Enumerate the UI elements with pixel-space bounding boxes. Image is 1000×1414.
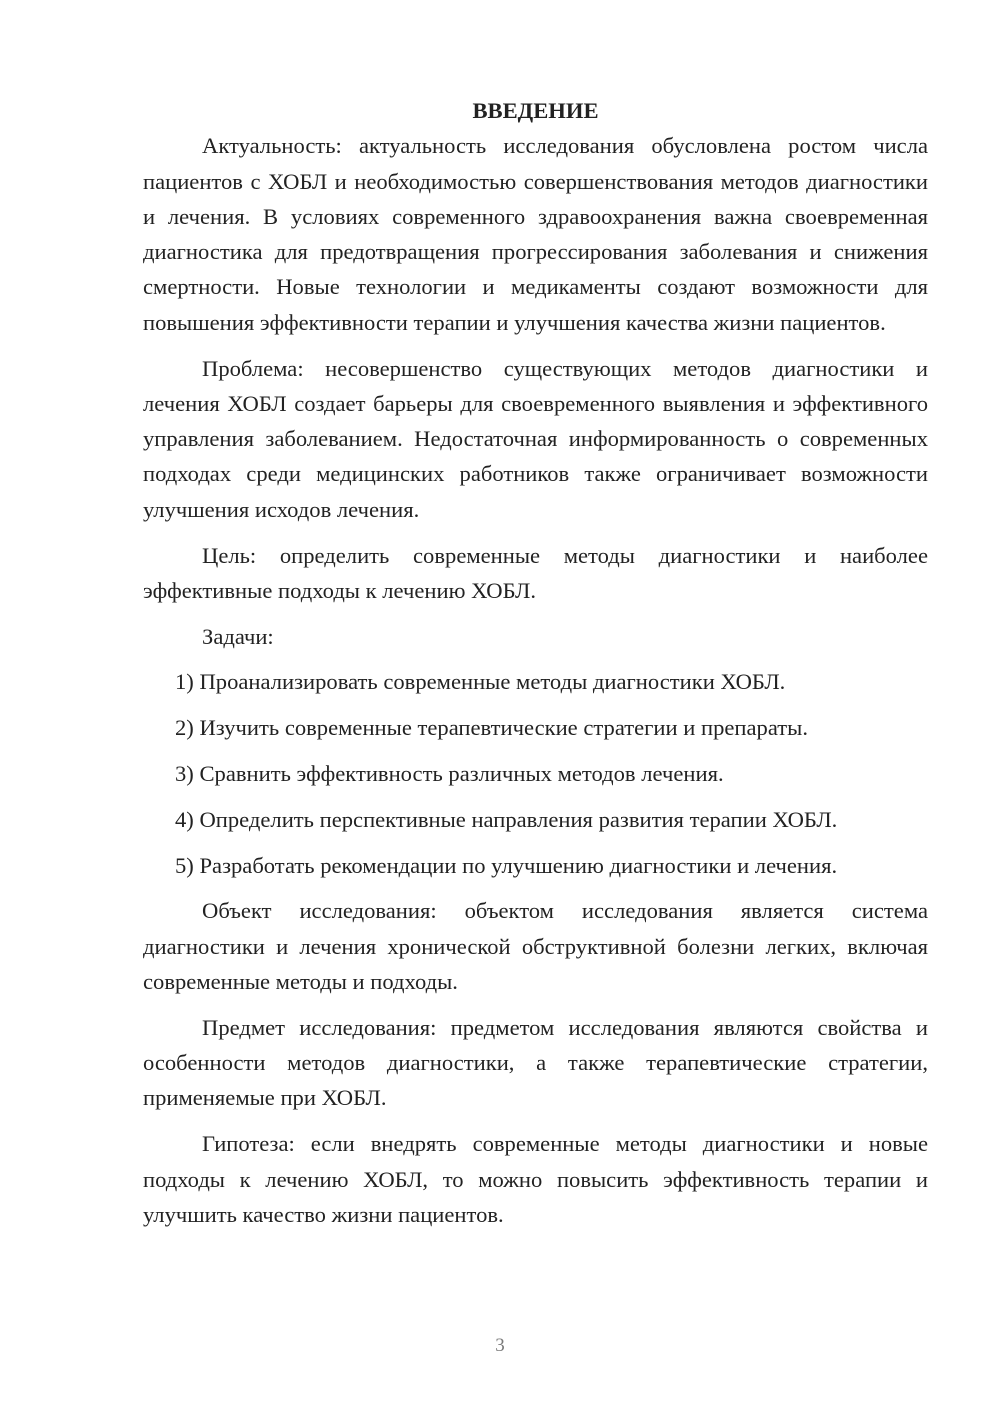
task-item: 1) Проанализировать современные методы диагностики ХОБЛ.: [175, 669, 786, 695]
page-title: ВВЕДЕНИЕ: [472, 98, 599, 123]
tasks-heading: Задачи:: [202, 623, 274, 649]
paragraph-relevance: Актуальность: актуальность исследования обусловлена ростом числа пациентов с ХОБЛ и необходимостью совершенствования методов диагностики и лечения. В условиях современного здравоохранения важна своевременная диагностика для предотвращения прогрессирования заболевания и снижения смертности. Новые технологии и медикаменты создают возможности для повышения эффективности терапии и улучшения качества жизни пациентов.: [143, 133, 928, 335]
task-list: [143, 664, 928, 882]
paragraph-subject: Предмет исследования: предметом исследования являются свойства и особенности методов диагностики, а также терапевтические стратегии, применяемые при ХОБЛ.: [143, 1014, 928, 1111]
paragraph-goal: Цель: определить современные методы диагностики и наиболее эффективные подходы к лечению ХОБЛ.: [143, 542, 928, 603]
page-number: 3: [495, 1335, 505, 1356]
task-item: 2) Изучить современные терапевтические стратегии и препараты.: [175, 715, 808, 741]
paragraph-hypothesis: Гипотеза: если внедрять современные методы диагностики и новые подходы к лечению ХОБЛ, то можно повысить эффективность терапии и улучшить качество жизни пациентов.: [143, 1131, 928, 1227]
task-item: 4) Определить перспективные направления развития терапии ХОБЛ.: [175, 806, 838, 832]
page-content: [143, 93, 928, 1243]
paragraph-problem: Проблема: несовершенство существующих методов диагностики и лечения ХОБЛ создает барьеры для своевременного выявления и эффективного управления заболеванием. Недостаточная информированность о современных подходах среди медицинских работников также ограничивает возможности улучшения исходов лечения.: [143, 355, 928, 522]
task-item: 3) Сравнить эффективность различных методов лечения.: [175, 761, 724, 787]
task-item: 5) Разработать рекомендации по улучшению диагностики и лечения.: [175, 852, 838, 878]
paragraph-object: Объект исследования: объектом исследования является система диагностики и лечения хронической обструктивной болезни легких, включая современные методы и подходы.: [143, 898, 928, 995]
